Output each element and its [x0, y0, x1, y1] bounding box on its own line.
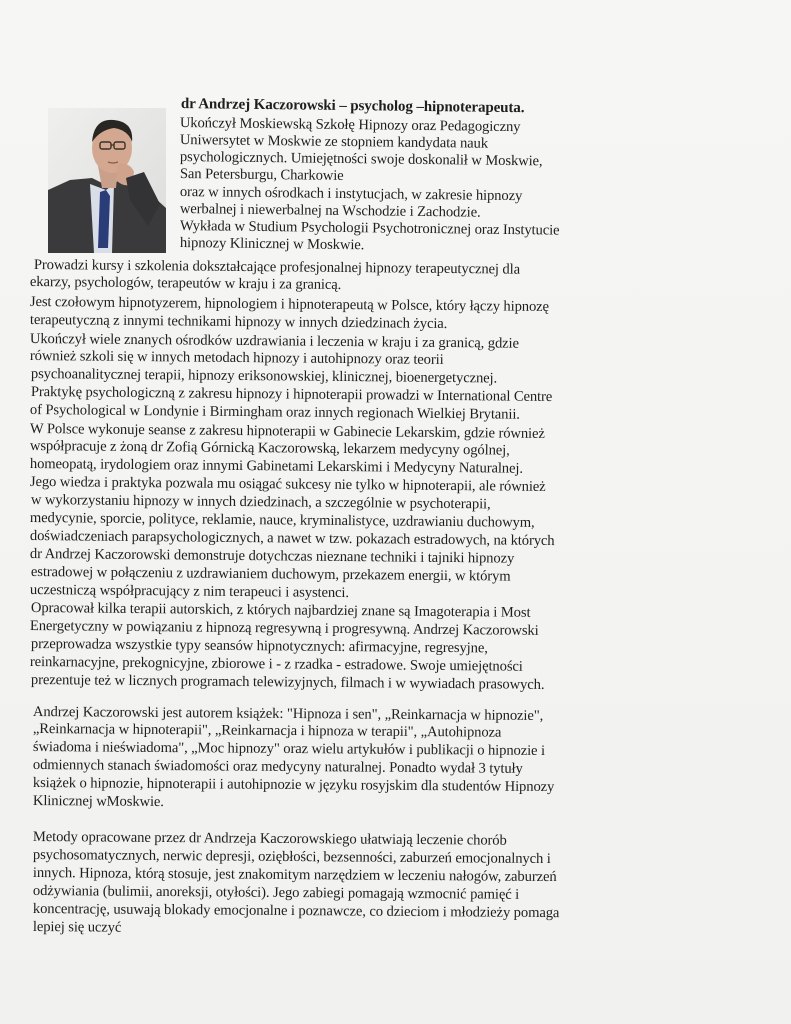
- books-line: książek o hipnozie, hipnoterapii i autohipnozie w języku rosyjskim dla studentów Hipnozy: [32, 775, 555, 796]
- intro-line: Uniwersytet w Moskwie ze stopniem kandydata nauk: [179, 132, 489, 152]
- body-line: Jego wiedza i praktyka pozwala mu osiągać sukcesy nie tylko w hipnoterapii, ale również: [29, 474, 546, 495]
- methods-line: koncentrację, usuwają blokady emocjonalne i poznawcze, co dzieciom i młodzieży pomaga: [32, 901, 560, 922]
- methods-line: lepiej się uczyć: [32, 919, 122, 936]
- body-line: Opracował kilka terapii autorskich, z których najbardziej znane są Imagoterapia i Most: [30, 600, 531, 621]
- body-line: doświadczeniach parapsychologicznych, a nawet w tzw. pokazach estradowych, na których: [29, 528, 555, 550]
- intro-line: oraz w innych ośrodkach i instytucjach, w zakresie hipnozy: [179, 184, 523, 205]
- body-line: psychoanalitycznej terapii, hipnozy eriksonowskiej, klinicznej, bioenergetycznej.: [30, 366, 498, 387]
- books-line: świadoma i nieświadoma", „Moc hipnozy" oraz wielu artykułów i publikacji o hipnozie i: [32, 739, 546, 760]
- body-line: Prowadzi kursy i szkolenia dokształcające profesjonalnej hipnozy terapeutycznej dla: [33, 257, 521, 278]
- body-line: reinkarnacyjne, prekognicyjne, zbiorowe i - z rzadka - estradowe. Swoje umiejętności: [29, 654, 523, 675]
- document-title: dr Andrzej Kaczorowski – psycholog –hipnoterapeuta.: [180, 96, 525, 117]
- methods-line: psychosomatycznych, nerwic depresji, oziębłości, bezsenności, zaburzeń emocjonalnych i: [32, 847, 551, 868]
- intro-line: San Petersburgu, Charkowie: [179, 166, 344, 184]
- body-line: of Psychological w Londynie i Birmingham oraz innych regionach Wielkiej Brytanii.: [29, 402, 520, 423]
- books-line: „Reinkarnacja w hipnoterapii", „Reinkarnacja i hipnoza w terapii", „Autohipnoza: [32, 721, 502, 741]
- methods-line: Metody opracowane przez dr Andrzeja Kaczorowskiego ułatwiają leczenie chorób: [32, 829, 507, 849]
- body-line: przeprowadza wszystkie typy seansów hipnotycznych: afirmacyjne, regresyjne,: [30, 636, 488, 657]
- books-line: odmiennych stanach świadomości oraz medycyny naturalnej. Ponadto wydał 3 tytuły: [32, 757, 523, 777]
- intro-line: hipnozy Klinicznej w Moskwie.: [179, 235, 365, 254]
- body-line: w wykorzystaniu hipnozy w innych dziedzinach, a szczególnie w psychoterapii,: [30, 492, 491, 513]
- books-line: Andrzej Kaczorowski jest autorem książek: "Hipnoza i sen", „Reinkarnacja w hipnozie",: [32, 704, 544, 725]
- body-line: współpracuje z żoną dr Zofią Górnicką Kaczorowską, lekarzem medycyny ogólnej,: [29, 438, 510, 459]
- methods-line: odżywiania (bulimii, anoreksji, otyłości). Jego zabiegi pomagają wzmocnić pamięć i: [32, 883, 520, 903]
- body-line: dr Andrzej Kaczorowski demonstruje dotychczas nieznane techniki i tajniki hipnozy: [29, 546, 515, 567]
- body-line: Jest czołowym hipnotyzerem, hipnologiem i hipnoterapeutą w Polsce, który łączy hipnozę: [29, 294, 550, 315]
- body-line: ekarzy, psychologów, terapeutów w kraju i za granicą.: [29, 274, 342, 293]
- body-line: terapeutyczną z innymi technikami hipnozy w innych dziedzinach życia.: [29, 312, 448, 333]
- body-line: W Polsce wykonuje seanse z zakresu hipnoterapii w Gabinecie Lekarskim, gdzie również: [29, 421, 545, 442]
- intro-line: psychologicznych. Umiejętności swoje doskonalił w Moskwie,: [179, 149, 543, 170]
- portrait-photo: [48, 108, 166, 253]
- body-line: estradowej w połączeniu z uzdrawianiem duchowym, przekazem energii, w którym: [30, 564, 511, 585]
- body-line: medycynie, sporcie, polityce, reklamie, nauce, kryminalistyce, uzdrawianiu duchowym,: [29, 510, 535, 531]
- body-line: Praktykę psychologiczną z zakresu hipnozy i hipnoterapii prowadzi w International Centre: [30, 384, 553, 406]
- intro-line: Ukończył Moskiewską Szkołę Hipnozy oraz Pedagogiczny: [179, 115, 521, 136]
- body-line: homeopatą, irydologiem oraz innymi Gabinetami Lekarskimi i Medycyny Naturalnej.: [29, 456, 523, 477]
- body-line: prezentuje też w licznych programach telewizyjnych, filmach i w wywiadach prasowych.: [30, 672, 545, 693]
- body-line: Ukończył wiele znanych ośrodków uzdrawiania i leczenia w kraju i za granicą, gdzie: [29, 331, 519, 352]
- body-line: również szkoli się w innych metodach hipnozy i autohipnozy oraz teorii: [29, 348, 444, 368]
- body-line: uczestniczą współpracujący z nim terapeuci i asystenci.: [29, 582, 350, 602]
- books-line: Klinicznej wMoskwie.: [32, 793, 164, 811]
- intro-line: werbalnej i niewerbalnej na Wschodzie i Zachodzie.: [179, 201, 481, 221]
- methods-line: innych. Hipnoza, którą stosuje, jest znakomitym narzędziem w leczeniu nałogów, zaburzeń: [32, 865, 557, 886]
- intro-line: Wykłada w Studium Psychologii Psychotronicznej oraz Instytucie: [179, 218, 560, 239]
- body-line: Energetyczny w powiązaniu z hipnozą regresywną i progresywną. Andrzej Kaczorowski: [29, 618, 539, 639]
